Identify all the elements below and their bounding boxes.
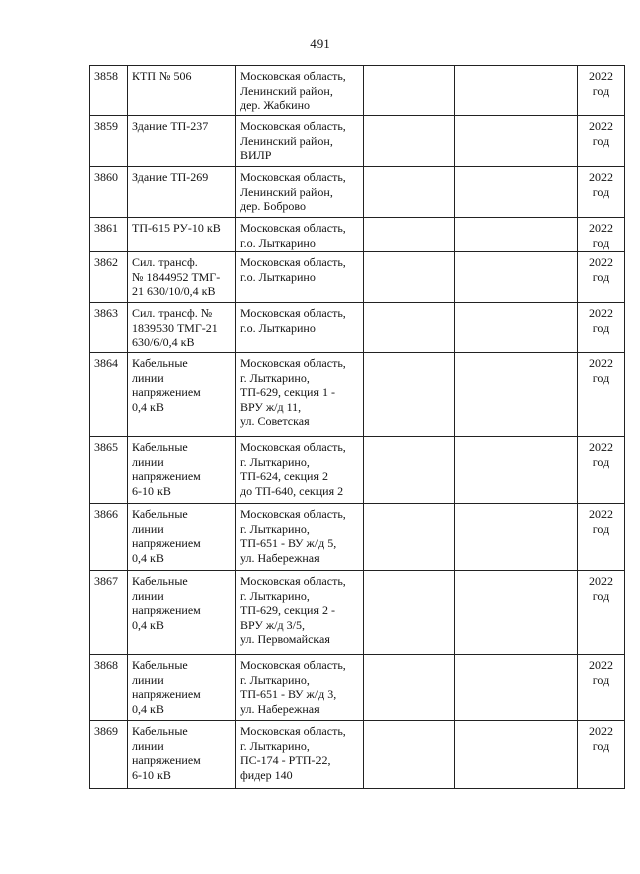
object-name-cell xyxy=(128,721,236,789)
row-number-cell xyxy=(90,252,128,303)
row-number-cell xyxy=(90,437,128,504)
row-number-cell-text: 3866 xyxy=(94,507,118,521)
year-cell xyxy=(578,571,625,655)
empty-cell xyxy=(364,66,455,116)
year-cell-text: 2022 год xyxy=(589,356,613,385)
address-cell xyxy=(236,218,364,252)
table-row xyxy=(90,167,625,218)
object-name-cell-text: Кабельные линии напряжением 0,4 кВ xyxy=(132,574,201,632)
empty-cell xyxy=(455,353,578,437)
object-name-cell-text: Кабельные линии напряжением 0,4 кВ xyxy=(132,658,201,716)
row-number-cell-text: 3862 xyxy=(94,255,118,269)
year-cell-text: 2022 год xyxy=(589,221,613,250)
row-number-cell xyxy=(90,571,128,655)
empty-cell xyxy=(364,504,455,571)
empty-cell xyxy=(455,655,578,721)
address-cell xyxy=(236,571,364,655)
address-cell-text: Московская область, г.о. Лыткарино xyxy=(240,221,346,250)
address-cell xyxy=(236,353,364,437)
address-cell xyxy=(236,504,364,571)
year-cell xyxy=(578,252,625,303)
address-cell xyxy=(236,116,364,167)
empty-cell xyxy=(364,303,455,353)
year-cell xyxy=(578,353,625,437)
object-name-cell xyxy=(128,167,236,218)
table-row xyxy=(90,66,625,116)
year-cell-text: 2022 год xyxy=(589,69,613,98)
row-number-cell xyxy=(90,116,128,167)
table-row xyxy=(90,655,625,721)
address-cell xyxy=(236,167,364,218)
object-name-cell xyxy=(128,252,236,303)
object-name-cell-text: Сил. трансф. № 1839530 ТМГ-21 630/6/0,4 кВ xyxy=(132,306,218,349)
table-row xyxy=(90,252,625,303)
address-cell-text: Московская область, Ленинский район, ВИЛР xyxy=(240,119,346,162)
year-cell-text: 2022 год xyxy=(589,724,613,753)
registry-table xyxy=(89,65,625,789)
year-cell-text: 2022 год xyxy=(589,119,613,148)
registry-table-body xyxy=(90,66,625,789)
object-name-cell xyxy=(128,116,236,167)
year-cell-text: 2022 год xyxy=(589,574,613,603)
year-cell-text: 2022 год xyxy=(589,170,613,199)
year-cell xyxy=(578,655,625,721)
row-number-cell-text: 3858 xyxy=(94,69,118,83)
empty-cell xyxy=(455,116,578,167)
page-number: 491 xyxy=(310,36,330,51)
table-row xyxy=(90,303,625,353)
year-cell-text: 2022 год xyxy=(589,507,613,536)
object-name-cell-text: КТП № 506 xyxy=(132,69,192,83)
object-name-cell xyxy=(128,353,236,437)
empty-cell xyxy=(455,167,578,218)
empty-cell xyxy=(455,218,578,252)
address-cell-text: Московская область, г.о. Лыткарино xyxy=(240,306,346,335)
row-number-cell xyxy=(90,353,128,437)
address-cell-text: Московская область, г. Лыткарино, ТП-629, секция 1 - ВРУ ж/д 11, ул. Советская xyxy=(240,356,346,428)
year-cell-text: 2022 год xyxy=(589,658,613,687)
object-name-cell xyxy=(128,437,236,504)
year-cell xyxy=(578,303,625,353)
row-number-cell-text: 3864 xyxy=(94,356,118,370)
empty-cell xyxy=(455,571,578,655)
table-row xyxy=(90,353,625,437)
object-name-cell-text: Кабельные линии напряжением 0,4 кВ xyxy=(132,356,201,414)
address-cell xyxy=(236,303,364,353)
address-cell xyxy=(236,655,364,721)
address-cell-text: Московская область, г. Лыткарино, ТП-651 - ВУ ж/д 5, ул. Набережная xyxy=(240,507,346,565)
row-number-cell-text: 3861 xyxy=(94,221,118,235)
address-cell-text: Московская область, г. Лыткарино, ТП-624, секция 2 до ТП-640, секция 2 xyxy=(240,440,346,498)
year-cell xyxy=(578,167,625,218)
year-cell xyxy=(578,721,625,789)
row-number-cell-text: 3868 xyxy=(94,658,118,672)
address-cell-text: Московская область, Ленинский район, дер. Боброво xyxy=(240,170,346,213)
row-number-cell xyxy=(90,66,128,116)
table-row xyxy=(90,721,625,789)
table-row xyxy=(90,571,625,655)
table-row xyxy=(90,504,625,571)
empty-cell xyxy=(364,167,455,218)
empty-cell xyxy=(364,721,455,789)
address-cell-text: Московская область, г.о. Лыткарино xyxy=(240,255,346,284)
table-row xyxy=(90,218,625,252)
object-name-cell-text: Кабельные линии напряжением 6-10 кВ xyxy=(132,440,201,498)
object-name-cell-text: Здание ТП-269 xyxy=(132,170,209,184)
row-number-cell-text: 3860 xyxy=(94,170,118,184)
object-name-cell-text: ТП-615 РУ-10 кВ xyxy=(132,221,221,235)
year-cell xyxy=(578,218,625,252)
object-name-cell-text: Здание ТП-237 xyxy=(132,119,209,133)
object-name-cell xyxy=(128,66,236,116)
year-cell xyxy=(578,437,625,504)
row-number-cell xyxy=(90,504,128,571)
year-cell xyxy=(578,66,625,116)
row-number-cell-text: 3863 xyxy=(94,306,118,320)
row-number-cell-text: 3869 xyxy=(94,724,118,738)
empty-cell xyxy=(364,655,455,721)
address-cell-text: Московская область, г. Лыткарино, ПС-174 - РТП-22, фидер 140 xyxy=(240,724,346,782)
empty-cell xyxy=(364,353,455,437)
empty-cell xyxy=(364,571,455,655)
address-cell xyxy=(236,252,364,303)
address-cell xyxy=(236,66,364,116)
empty-cell xyxy=(455,504,578,571)
address-cell-text: Московская область, г. Лыткарино, ТП-629, секция 2 - ВРУ ж/д 3/5, ул. Первомайская xyxy=(240,574,346,646)
address-cell-text: Московская область, Ленинский район, дер. Жабкино xyxy=(240,69,346,112)
object-name-cell-text: Кабельные линии напряжением 6-10 кВ xyxy=(132,724,201,782)
empty-cell xyxy=(364,116,455,167)
year-cell-text: 2022 год xyxy=(589,255,613,284)
object-name-cell xyxy=(128,571,236,655)
object-name-cell xyxy=(128,303,236,353)
empty-cell xyxy=(364,252,455,303)
object-name-cell xyxy=(128,218,236,252)
row-number-cell xyxy=(90,655,128,721)
address-cell xyxy=(236,437,364,504)
empty-cell xyxy=(455,252,578,303)
empty-cell xyxy=(455,303,578,353)
table-row xyxy=(90,437,625,504)
row-number-cell xyxy=(90,167,128,218)
object-name-cell-text: Кабельные линии напряжением 0,4 кВ xyxy=(132,507,201,565)
year-cell xyxy=(578,116,625,167)
empty-cell xyxy=(364,437,455,504)
row-number-cell-text: 3865 xyxy=(94,440,118,454)
empty-cell xyxy=(455,437,578,504)
address-cell-text: Московская область, г. Лыткарино, ТП-651 - ВУ ж/д 3, ул. Набережная xyxy=(240,658,346,716)
object-name-cell xyxy=(128,655,236,721)
row-number-cell-text: 3867 xyxy=(94,574,118,588)
empty-cell xyxy=(455,721,578,789)
address-cell xyxy=(236,721,364,789)
table-row xyxy=(90,116,625,167)
row-number-cell xyxy=(90,303,128,353)
empty-cell xyxy=(364,218,455,252)
object-name-cell-text: Сил. трансф. № 1844952 ТМГ- 21 630/10/0,4 кВ xyxy=(132,255,221,298)
year-cell xyxy=(578,504,625,571)
row-number-cell-text: 3859 xyxy=(94,119,118,133)
year-cell-text: 2022 год xyxy=(589,306,613,335)
empty-cell xyxy=(455,66,578,116)
row-number-cell xyxy=(90,721,128,789)
year-cell-text: 2022 год xyxy=(589,440,613,469)
row-number-cell xyxy=(90,218,128,252)
object-name-cell xyxy=(128,504,236,571)
